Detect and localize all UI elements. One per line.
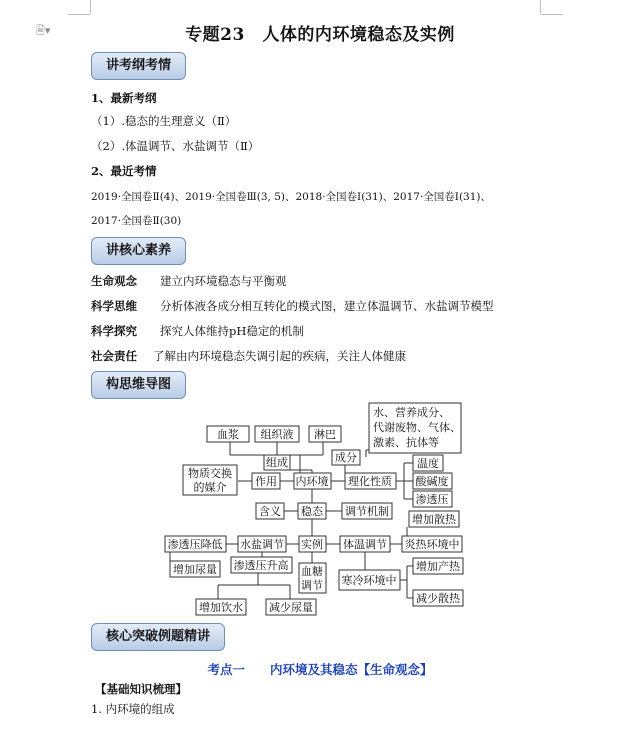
node-homeostasis: 稳态 [301,505,323,518]
literacy-text-inquiry: 探究人体维持pH稳定的机制 [160,324,304,338]
section-heading-mind-map: 构思维导图 [91,371,186,399]
node-components-line-1: 水、营养成分、 [373,406,450,419]
literacy-label-thinking: 科学思维 [91,299,137,313]
node-osmotic-increase: 渗透压升高 [233,559,289,572]
literacy-label-responsibility: 社会责任 [91,349,137,363]
node-physicochemical: 理化性质 [348,475,392,488]
node-examples: 实例 [301,538,323,551]
node-water-salt: 水盐调节 [240,538,284,551]
node-osmotic-decrease: 渗透压降低 [167,538,223,551]
node-osmotic: 渗透压 [415,493,449,506]
list-item-internal-environment-composition: 1. 内环境的组成 [91,702,175,716]
node-composition: 组成 [266,456,288,469]
section-heading-core-literacy: 讲核心素养 [91,237,186,265]
node-increase-heat-production: 增加产热 [416,560,460,573]
subheading-latest-outline: 1、最新考纲 [91,91,157,105]
node-components: 成分 [335,451,357,464]
literacy-text-responsibility: 了解由内环境稳态失调引起的疾病，关注人体健康 [153,349,406,363]
page-title: 专题23 人体的内环境稳态及实例 [185,25,455,45]
outline-item-1: （1）.稳态的生理意义（Ⅱ） [91,114,237,128]
node-plasma: 血浆 [217,428,239,441]
node-temperature: 温度 [417,457,439,470]
node-ph: 酸碱度 [415,475,449,488]
node-regulation-mechanism: 调节机制 [345,505,389,518]
document-icon[interactable]: 🗎▾ [36,24,51,37]
node-function: 作用 [255,475,277,488]
node-components-line-2: 代谢废物、气体、 [373,421,461,434]
node-components-line-3: 激素、抗体等 [373,436,439,449]
node-blood-sugar-line-1: 血糖 [301,565,323,578]
node-increase-drinking: 增加饮水 [199,601,243,614]
topic-point-one: 考点一 内环境及其稳态【生命观念】 [207,662,433,677]
node-tissue-fluid: 组织液 [260,428,294,441]
node-exchange-medium-line-1: 物质交换 [188,467,232,480]
node-blood-sugar-line-2: 调节 [301,579,323,592]
literacy-text-thinking: 分析体液各成分相互转化的模式图，建立体温调节、水盐调节模型 [160,299,494,313]
section-heading-core-examples: 核心突破例题精讲 [91,623,225,651]
exam-list-line-1: 2019·全国卷Ⅱ(4)、2019·全国卷Ⅲ(3, 5)、2018·全国卷Ⅰ(31)、2017·全国卷Ⅰ(31)、 [91,191,492,203]
subheading-recent-exams: 2、最近考情 [91,164,157,178]
node-internal-environment: 内环境 [295,475,329,488]
node-decrease-urine: 减少尿量 [269,601,313,614]
node-meaning: 含义 [259,505,281,518]
node-increase-heat-loss: 增加散热 [412,513,456,526]
node-increase-urine: 增加尿量 [173,563,217,576]
node-hot-environment: 炎热环境中 [404,538,460,551]
literacy-label-inquiry: 科学探究 [91,324,137,338]
node-decrease-heat-loss: 减少散热 [416,592,460,605]
node-cold-environment: 寒冷环境中 [341,574,397,587]
literacy-label-life: 生命观念 [91,274,137,288]
exam-list-line-2: 2017·全国卷Ⅱ(30) [91,215,182,227]
node-exchange-medium-line-2: 的媒介 [193,481,227,494]
outline-item-2: （2）.体温调节、水盐调节（Ⅱ） [91,139,260,153]
node-lymph: 淋巴 [314,428,336,441]
node-thermoregulation: 体温调节 [343,538,387,551]
section-heading-exam-outline: 讲考纲考情 [91,52,186,80]
literacy-text-life: 建立内环境稳态与平衡观 [160,274,287,288]
basic-knowledge-heading: 【基础知识梳理】 [95,682,187,696]
